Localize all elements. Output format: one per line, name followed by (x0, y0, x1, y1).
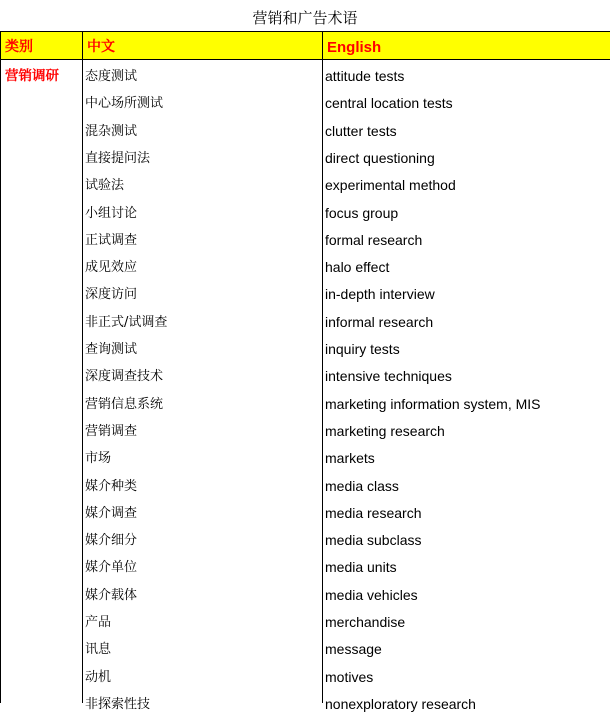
sheet-title: 营销和广告术语 (252, 9, 358, 27)
table-row (0, 224, 610, 251)
english-term-cell[interactable]: clutter tests (325, 122, 397, 139)
english-term-cell[interactable]: attitude tests (325, 68, 405, 84)
chinese-term-cell[interactable]: 试验法 (85, 178, 125, 194)
chinese-term-cell[interactable]: 产品 (85, 615, 112, 630)
table-row (0, 470, 610, 497)
english-term-cell[interactable]: media vehicles (325, 586, 418, 603)
chinese-term-cell[interactable]: 正试调查 (85, 232, 138, 248)
table-row (0, 333, 610, 360)
table-row (0, 388, 610, 415)
table-row (0, 278, 610, 305)
chinese-term-cell[interactable]: 营销信息系统 (85, 396, 164, 412)
english-term-cell[interactable]: media class (325, 477, 399, 494)
english-term-cell[interactable]: halo effect (325, 259, 390, 276)
table-row (0, 524, 610, 551)
english-term-cell[interactable]: intensive techniques (325, 368, 452, 385)
english-term-cell[interactable]: central location tests (325, 95, 453, 112)
chinese-term-cell[interactable]: 媒介调查 (85, 505, 138, 521)
table-row (0, 197, 610, 224)
table-row (0, 115, 610, 142)
table-body (0, 60, 610, 712)
table-row (0, 497, 610, 524)
english-term-cell[interactable]: media research (325, 504, 422, 521)
chinese-term-cell[interactable]: 深度访问 (85, 287, 138, 303)
english-term-cell[interactable]: marketing information system, MIS (325, 395, 541, 412)
english-term-cell[interactable]: experimental method (325, 177, 456, 194)
english-term-cell[interactable]: in-depth interview (325, 286, 435, 303)
chinese-term-cell[interactable]: 媒介种类 (85, 478, 138, 494)
english-term-cell[interactable]: focus group (325, 204, 399, 221)
english-term-cell[interactable]: media units (325, 559, 397, 576)
english-term-cell[interactable]: media subclass (325, 532, 422, 549)
english-term-cell[interactable]: message (325, 641, 382, 658)
chinese-term-cell[interactable]: 小组讨论 (85, 205, 138, 221)
chinese-term-cell[interactable]: 中心场所测试 (85, 96, 164, 112)
chinese-term-cell[interactable]: 混杂测试 (85, 123, 138, 139)
chinese-term-cell[interactable]: 市场 (85, 451, 112, 467)
chinese-term-cell[interactable]: 查询测试 (85, 342, 138, 357)
header-category[interactable]: 类别 (0, 32, 82, 59)
english-term-cell[interactable]: direct questioning (325, 149, 435, 166)
english-term-cell[interactable]: merchandise (325, 614, 406, 630)
table-row (0, 87, 610, 114)
header-chinese[interactable]: 中文 (82, 32, 322, 59)
table-row (0, 169, 610, 196)
table-row (0, 142, 610, 169)
table-row (0, 360, 610, 387)
chinese-term-cell[interactable]: 成见效应 (85, 260, 138, 276)
table-row (0, 60, 610, 87)
table-row (0, 442, 610, 469)
chinese-term-cell[interactable]: 讯息 (85, 642, 112, 658)
table-row (0, 688, 610, 715)
table-row (0, 633, 610, 660)
english-term-cell[interactable]: markets (325, 450, 375, 467)
chinese-term-cell[interactable]: 媒介细分 (85, 533, 138, 549)
english-term-cell[interactable]: inquiry tests (325, 341, 400, 357)
chinese-term-cell[interactable]: 直接提问法 (85, 150, 151, 166)
english-term-cell[interactable]: informal research (325, 313, 434, 330)
chinese-term-cell[interactable]: 非探索性技 (85, 696, 151, 712)
table-row (0, 579, 610, 606)
english-term-cell[interactable]: nonexploratory research (325, 695, 476, 712)
english-term-cell[interactable]: formal research (325, 231, 423, 248)
table-header-row (0, 31, 610, 60)
table-row (0, 306, 610, 333)
chinese-term-cell[interactable]: 营销调查 (85, 423, 138, 439)
table-row (0, 606, 610, 633)
chinese-term-cell[interactable]: 媒介单位 (85, 560, 138, 576)
english-term-cell[interactable]: motives (325, 668, 374, 685)
header-english[interactable]: English (322, 32, 610, 59)
english-term-cell[interactable]: marketing research (325, 422, 445, 439)
chinese-term-cell[interactable]: 非正式/试调查 (85, 314, 168, 330)
chinese-term-cell[interactable]: 媒介载体 (85, 587, 138, 603)
chinese-term-cell[interactable]: 深度调查技术 (85, 369, 164, 385)
chinese-term-cell[interactable]: 动机 (85, 669, 112, 685)
category-cell[interactable]: 营销调研 (5, 68, 59, 84)
chinese-term-cell[interactable]: 态度测试 (85, 69, 138, 84)
table-row (0, 415, 610, 442)
table-row (0, 661, 610, 688)
table-row (0, 551, 610, 578)
table-row (0, 251, 610, 278)
